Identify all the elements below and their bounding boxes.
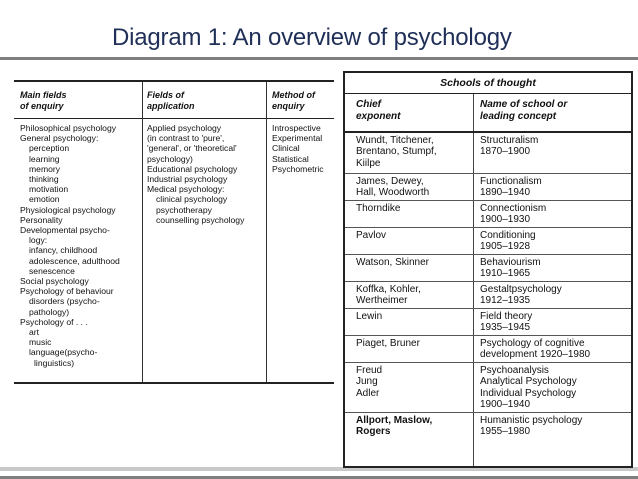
school-row <box>345 335 631 363</box>
school-name: Field theory 1935–1945 <box>480 311 533 334</box>
chief-exponent: Pavlov <box>356 230 387 241</box>
column-divider <box>266 82 267 382</box>
chief-exponent: Piaget, Bruner <box>356 338 420 349</box>
header-main-fields-line2: of enquiry <box>20 101 64 111</box>
diagram-title: Diagram 1: An overview of psychology <box>112 24 512 51</box>
school-row <box>345 412 631 448</box>
main-field-item: Social psychology <box>20 276 89 287</box>
application-field-item: psychology) <box>147 153 193 164</box>
application-field-item: Industrial psychology <box>147 174 228 185</box>
chief-exponent: Lewin <box>356 311 383 322</box>
main-field-item: Psychology of behaviour <box>20 286 114 297</box>
title-underline <box>0 57 638 60</box>
application-field-item: Applied psychology <box>147 123 222 133</box>
chief-exponent: Thorndike <box>356 203 401 214</box>
main-field-item: thinking <box>29 174 59 185</box>
header-main-fields-line1: Main fields <box>20 90 67 100</box>
schools-heading: Schools of thought <box>345 73 631 94</box>
fields-application-list <box>147 123 244 225</box>
fields-table <box>14 80 334 384</box>
header-divider <box>14 118 334 119</box>
main-field-item: language(psycho- <box>29 347 98 358</box>
chief-exponent: Allport, Maslow, Rogers <box>356 415 433 438</box>
header-method <box>272 90 315 112</box>
application-field-item: psychotherapy <box>156 204 212 215</box>
main-field-item: Physiological psychology <box>20 204 116 215</box>
school-name: Psychoanalysis Analytical Psychology Individual Psychology 1900–1940 <box>480 365 577 410</box>
application-field-item: (in contrast to 'pure', <box>147 133 225 144</box>
chief-exponent: Watson, Skinner <box>356 257 429 268</box>
school-row <box>345 227 631 255</box>
header-school-line1: Name of school or <box>480 99 568 110</box>
school-name: Humanistic psychology 1955–1980 <box>480 415 583 438</box>
main-field-item: emotion <box>29 194 60 205</box>
method-item: Introspective <box>272 123 321 133</box>
method-item: Statistical <box>272 153 309 164</box>
school-name: Psychology of cognitive development 1920–1980 <box>480 338 591 361</box>
chief-exponent: James, Dewey, Hall, Woodworth <box>356 176 430 199</box>
header-school-name <box>480 99 567 123</box>
school-name: Functionalism 1890–1940 <box>480 176 542 199</box>
main-field-item: disorders (psycho- <box>29 296 100 307</box>
school-row <box>345 281 631 309</box>
school-name: Conditioning 1905–1928 <box>480 230 536 253</box>
main-field-item: linguistics) <box>34 357 75 368</box>
header-method-line1: Method of <box>272 90 315 100</box>
method-item: Experimental <box>272 133 323 144</box>
main-field-item: perception <box>29 143 70 154</box>
column-divider <box>142 82 143 382</box>
header-exponent-line2: exponent <box>356 111 401 122</box>
header-exponent-line1: Chief <box>356 99 381 110</box>
main-field-item: logy: <box>29 235 48 246</box>
application-field-item: clinical psychology <box>156 194 228 205</box>
main-field-item: infancy, childhood <box>29 245 98 256</box>
method-item: Clinical <box>272 143 300 154</box>
main-field-item: learning <box>29 153 60 164</box>
school-name: Connectionism 1900–1930 <box>480 203 547 226</box>
school-row <box>345 200 631 228</box>
schools-table <box>343 71 633 468</box>
main-field-item: music <box>29 337 52 348</box>
school-row <box>345 308 631 336</box>
header-chief-exponent <box>356 99 400 123</box>
school-name: Behaviourism 1910–1965 <box>480 257 541 280</box>
application-field-item: Medical psychology: <box>147 184 225 195</box>
main-field-item: adolescence, adulthood <box>29 255 120 266</box>
main-field-item: Psychology of . . . <box>20 316 88 327</box>
school-row <box>345 254 631 282</box>
header-fields-app-line2: application <box>147 101 195 111</box>
main-field-item: Personality <box>20 214 63 225</box>
main-field-item: pathology) <box>29 306 70 317</box>
main-field-item: motivation <box>29 184 69 195</box>
header-fields-app-line1: Fields of <box>147 90 185 100</box>
main-field-item: General psychology: <box>20 133 99 144</box>
main-field-item: Philosophical psychology <box>20 123 117 133</box>
school-row <box>345 173 631 201</box>
school-row <box>345 133 631 173</box>
main-field-item: senescence <box>29 265 75 276</box>
main-field-item: art <box>29 327 40 338</box>
header-main-fields <box>20 90 67 112</box>
method-item: Psychometric <box>272 163 324 174</box>
header-fields-application <box>147 90 195 112</box>
application-field-item: Educational psychology <box>147 163 238 174</box>
school-name: Gestaltpsychology 1912–1935 <box>480 284 562 307</box>
main-field-item: Developmental psycho- <box>20 225 110 236</box>
chief-exponent: Wundt, Titchener, Brentano, Stumpf, Kiilpe <box>356 135 437 169</box>
application-field-item: 'general', or 'theoretical' <box>147 143 237 154</box>
header-method-line2: enquiry <box>272 101 305 111</box>
school-name: Structuralism 1870–1900 <box>480 135 539 158</box>
chief-exponent: Koffka, Kohler, Wertheimer <box>356 284 421 307</box>
main-fields-list <box>20 123 120 368</box>
application-field-item: counselling psychology <box>156 214 245 225</box>
header-school-line2: leading concept <box>480 111 557 122</box>
methods-list <box>272 123 324 174</box>
chief-exponent: Freud Jung Adler <box>356 365 383 399</box>
school-row <box>345 362 631 413</box>
main-field-item: memory <box>29 163 61 174</box>
